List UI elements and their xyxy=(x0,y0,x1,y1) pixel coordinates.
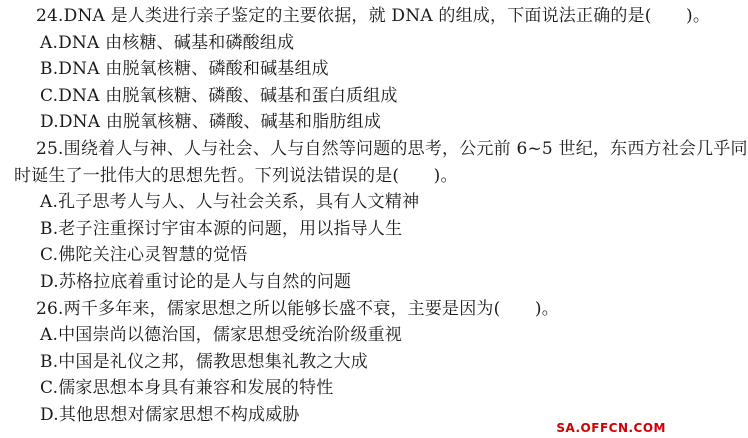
question-26-option-c: C.儒家思想本身具有兼容和发展的特性 xyxy=(40,378,334,399)
question-26-stem: 26.两千多年来，儒家思想之所以能够长盛不衰，主要是因为( )。 xyxy=(36,298,559,319)
question-25-stem-line-1: 25.围绕着人与神、人与社会、人与自然等问题的思考，公元前 6~5 世纪，东西方社会几乎同 xyxy=(36,139,748,159)
question-24-option-a: A.DNA 由核糖、碱基和磷酸组成 xyxy=(40,32,295,53)
question-24-option-d: D.DNA 由脱氧核糖、磷酸、碱基和脂肪组成 xyxy=(40,112,382,133)
question-25-option-d: D.苏格拉底着重讨论的是人与自然的问题 xyxy=(40,272,352,292)
question-24-option-c: C.DNA 由脱氧核糖、磷酸、碱基和蛋白质组成 xyxy=(40,85,398,106)
site-watermark: SA.OFFCN.COM xyxy=(556,421,666,435)
question-24-stem: 24.DNA 是人类进行亲子鉴定的主要依据，就 DNA 的组成，下面说法正确的是( )。 xyxy=(36,6,711,26)
question-25-stem-line-2: 时诞生了一批伟大的思想先哲。下列说法错误的是( )。 xyxy=(14,165,458,186)
question-26-option-d: D.其他思想对儒家思想不构成威胁 xyxy=(40,405,300,425)
question-25-option-a: A.孔子思考人与人、人与社会关系，具有人文精神 xyxy=(40,192,420,213)
question-26-option-a: A.中国崇尚以德治国，儒家思想受统治阶级重视 xyxy=(40,325,403,346)
question-25-option-c: C.佛陀关注心灵智慧的觉悟 xyxy=(40,245,248,266)
question-26-option-b: B.中国是礼仪之邦，儒教思想集礼教之大成 xyxy=(40,351,368,372)
question-24-option-b: B.DNA 由脱氧核糖、磷酸和碱基组成 xyxy=(40,59,329,80)
question-25-option-b: B.老子注重探讨宇宙本源的问题，用以指导人生 xyxy=(40,218,403,239)
